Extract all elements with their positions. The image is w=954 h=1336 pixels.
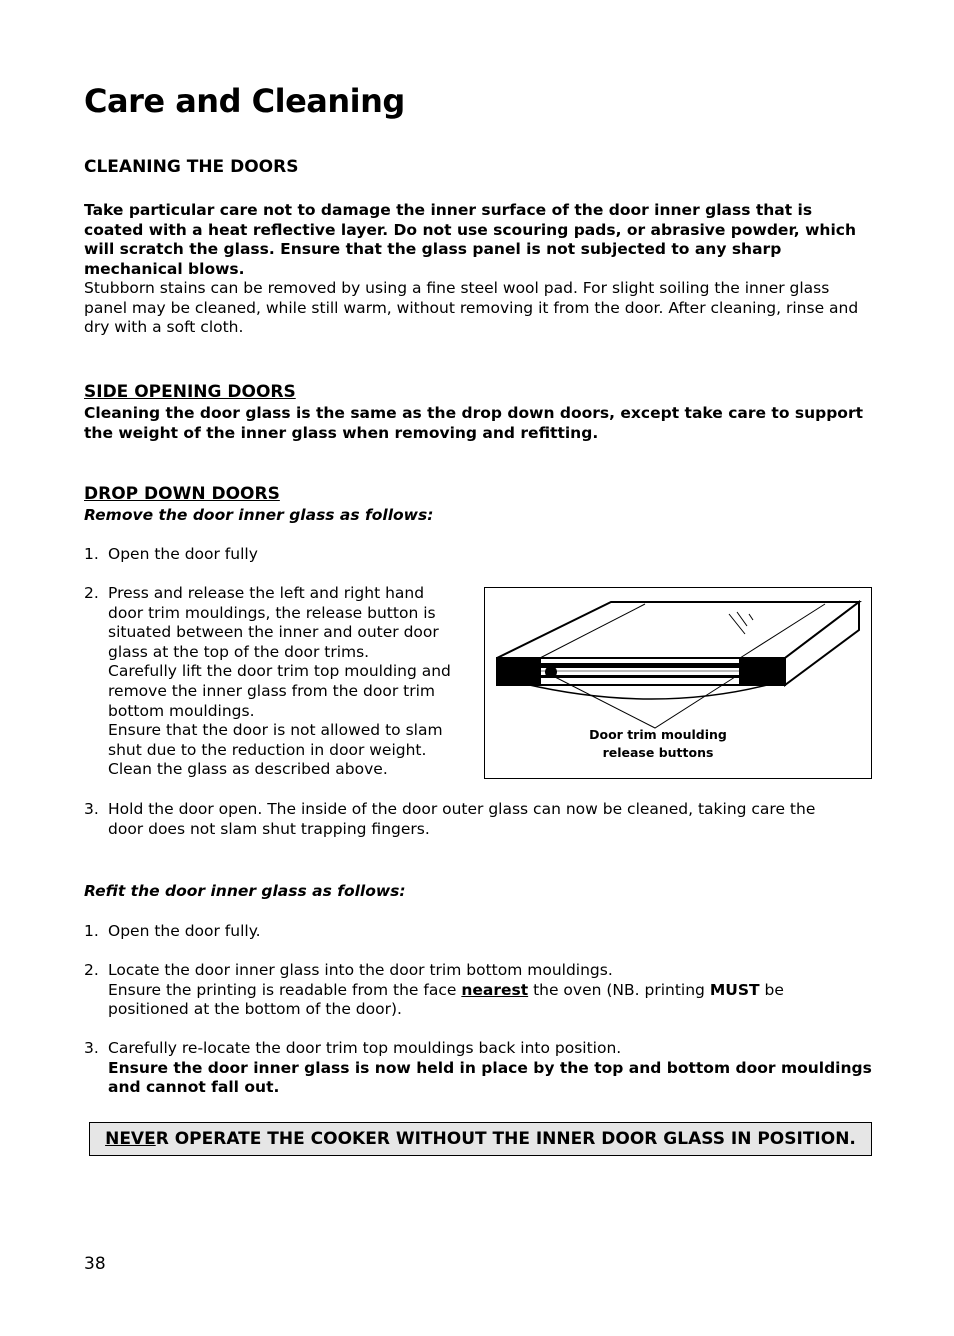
door-trim-diagram xyxy=(484,587,872,779)
step-line: bottom mouldings. xyxy=(108,701,255,720)
step-text xyxy=(108,961,878,1020)
step-text xyxy=(108,800,878,839)
step-line: Hold the door open. The inside of the door outer glass can now be cleaned, taking care the xyxy=(108,800,816,818)
text-run: be xyxy=(759,980,784,999)
step-text xyxy=(108,584,488,780)
page-title: Care and Cleaning xyxy=(84,82,405,120)
step-text xyxy=(108,1039,878,1098)
step-number: 2. xyxy=(84,961,99,979)
step-line: Clean the glass as described above. xyxy=(108,760,388,779)
step-line: door does not slam shut trapping fingers. xyxy=(108,819,430,838)
step-line: shut due to the reduction in door weight. xyxy=(108,740,427,759)
step-text: Open the door fully. xyxy=(108,922,261,940)
step-line: Carefully lift the door trim top moulding and xyxy=(108,662,451,681)
cleaning-doors-body: Stubborn stains can be removed by using a fine steel wool pad. For slight soiling the inner glass panel may be cleaned, while still warm, without removing it from the door. After cleaning, rinse and dry with a soft cloth. xyxy=(84,279,859,337)
never-operate-warning xyxy=(89,1122,872,1156)
step-line: Press and release the left and right hand xyxy=(108,584,425,602)
step-number: 1. xyxy=(84,922,99,940)
caption-line-1: Door trim moulding xyxy=(589,727,727,742)
step-number: 2. xyxy=(84,584,99,602)
step-line: door trim mouldings, the release button is xyxy=(108,603,436,622)
remove-intro: Remove the door inner glass as follows: xyxy=(84,506,434,524)
step-line: Ensure that the door is not allowed to slam xyxy=(108,721,443,740)
step-line-bold: and cannot fall out. xyxy=(108,1078,280,1097)
step-number: 1. xyxy=(84,545,99,563)
side-opening-heading: SIDE OPENING DOORS xyxy=(84,382,296,402)
page-number: 38 xyxy=(84,1254,106,1274)
step-number: 3. xyxy=(84,800,99,818)
step-line: Locate the door inner glass into the door trim bottom mouldings. xyxy=(108,961,613,979)
step-line: remove the inner glass from the door trim xyxy=(108,681,435,700)
cleaning-doors-heading: CLEANING THE DOORS xyxy=(84,157,299,177)
step-line: glass at the top of the door trims. xyxy=(108,642,370,661)
step-line: Carefully re-locate the door trim top mouldings back into position. xyxy=(108,1039,622,1057)
caption-line-2: release buttons xyxy=(602,745,714,760)
emphasis-nearest: nearest xyxy=(461,980,529,999)
refit-intro: Refit the door inner glass as follows: xyxy=(84,882,406,900)
step-line-bold: Ensure the door inner glass is now held in place by the top and bottom door mouldings xyxy=(108,1058,872,1077)
step-line xyxy=(108,981,878,1001)
step-line: situated between the inner and outer door xyxy=(108,623,439,642)
emphasis-must: MUST xyxy=(709,980,760,999)
text-run: Ensure the printing is readable from the face xyxy=(108,980,462,999)
warning-text: R OPERATE THE COOKER WITHOUT THE INNER DOOR GLASS IN POSITION. xyxy=(155,1129,856,1149)
diagram-caption xyxy=(565,726,751,762)
side-opening-body: Cleaning the door glass is the same as the drop down doors, except take care to support the weight of the inner glass when removing and refitting. xyxy=(84,404,864,442)
step-number: 3. xyxy=(84,1039,99,1057)
step-line: positioned at the bottom of the door). xyxy=(108,1000,402,1019)
cleaning-doors-warning: Take particular care not to damage the inner surface of the door inner glass that is coated with a heat reflective layer. Do not use scouring pads, or abrasive powder, which will scratch the glass. Ensure that the glass panel is not subjected to any sharp mechanical blows. xyxy=(84,201,856,278)
step-text: Open the door fully xyxy=(108,545,258,563)
warning-underlined: NEVE xyxy=(105,1129,156,1149)
drop-down-heading: DROP DOWN DOORS xyxy=(84,484,280,504)
text-run: the oven (NB. printing xyxy=(528,980,710,999)
